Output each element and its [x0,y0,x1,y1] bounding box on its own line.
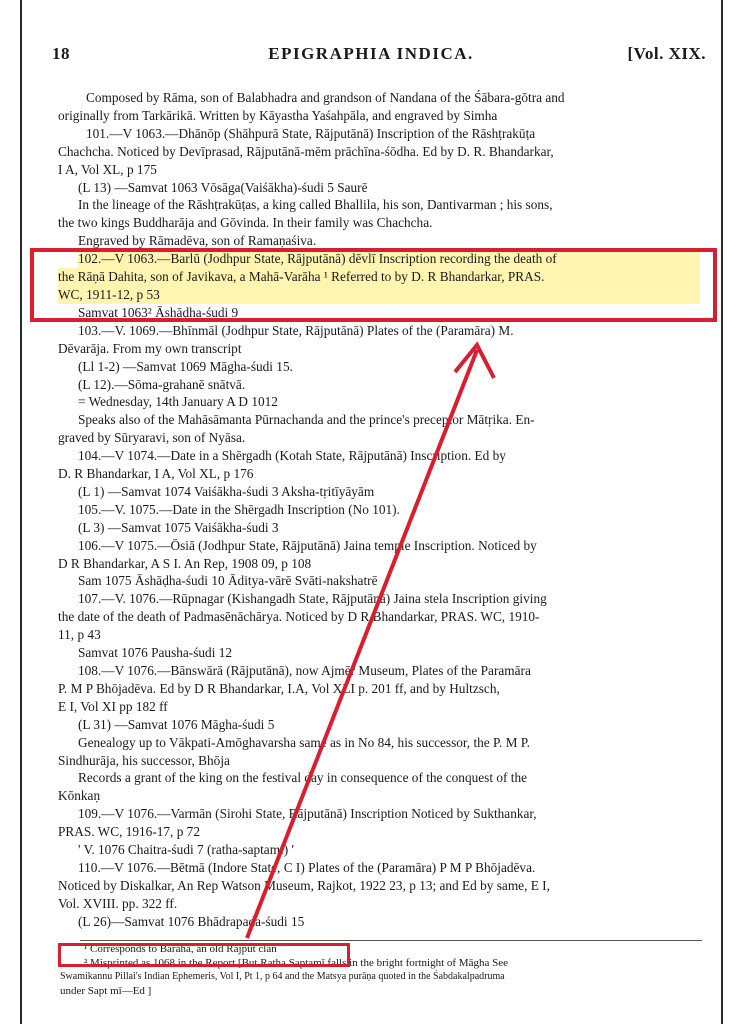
text-line: Composed by Rāma, son of Balabhadra and grandson of Nandana of the Śābara-gōtra and [86,90,565,105]
text-line: Sam 1075 Āshāḍha-śudi 10 Āditya-vārē Svāti-nakshatrē [78,573,378,589]
text-line: Samvat 1063² Āshāḍha-śudi 9 [78,304,239,320]
text-line: Speaks also of the Mahāsāmanta Pūrnachanda and the prince's preceptor Mātṛika. En- [78,412,535,428]
text-line: 107.—V. 1076.—Rūpnagar (Kishangadh State, Rājputānā) Jaina stela Inscription giving [78,591,547,607]
text-line: 11, p 43 [58,627,101,643]
text-line: 105.—V. 1075.—Date in the Shērgadh Inscription (No 101). [78,501,400,517]
text-line: 108.—V 1076.—Bānswārā (Rājputānā), now Ajmēr Museum, Plates of the Paramāra [78,663,531,678]
text-line: I A, Vol XL, p 175 [58,161,157,177]
text-line: Sindhurāja, his successor, Bhōja [58,752,230,768]
text-line: 110.—V 1076.—Bētmā (Indore State, C I) Plates of the (Paramāra) P M P Bhōjadēva. [78,859,536,875]
text-line: 106.—V 1075.—Ōsiā (Jodhpur State, Rājputānā) Jaina temple Inscription. Noticed by [78,537,537,553]
text-line: 102.—V 1063.—Barlū (Jodhpur State, Rājputānā) dēvlī Inscription recording the death of [78,250,700,268]
text-line: graved by Sūryaravi, son of Nyāsa. [58,430,246,446]
text-line: Vol. XVIII. pp. 322 ff. [58,895,178,911]
text-line: ' V. 1076 Chaitra-śudi 7 (ratha-saptami) ' [78,842,294,858]
text-line: (L 26)—Samvat 1076 Bhādrapada-śudi 15 [78,913,305,929]
text-line: 109.—V 1076.—Varmān (Sirohi State, Rājputānā) Inscription Noticed by Sukthankar, [78,806,537,822]
arrow-shaft [247,350,477,938]
text-line: Chachcha. Noticed by Devīprasad, Rājputānā-mēm prāchīna-śōdha. Ed by D. R. Bhandarkar, [58,143,554,159]
running-title: EPIGRAPHIA INDICA. [268,44,474,63]
text-line: the date of the death of Padmasēnāchārya. Noticed by D R Bhandarkar, PRAS. WC, 1910- [58,609,540,625]
text-line: Noticed by Diskalkar, An Rep Watson Museum, Rajkot, 1922 23, p 13; and Ed by same, E I, [58,877,550,893]
text-line: the two kings Buddharāja and Gōvinda. In their family was Chachcha. [58,215,433,231]
text-line: Samvat 1076 Pausha-śudi 12 [78,645,233,661]
footnote-line: ² Misprinted as 1068 in the Report [But Ratha Saptamī falls in the bright fortnight of Māgha See [84,957,508,969]
text-line: = Wednesday, 14th January A D 1012 [78,394,278,410]
text-line: D. R Bhandarkar, I A, Vol XL, p 176 [58,466,254,482]
footnote-line: under Sapt mī—Ed ] [60,985,152,997]
text-line: Kōnkaṇ [58,788,101,804]
text-line: (L 1) —Samvat 1074 Vaiśākha-śudi 3 Aksha-tṛitīyāyām [78,483,375,499]
text-line: Genealogy up to Vākpati-Amōghavarsha same as in No 84, his successor, the P. M P. [78,734,530,750]
text-line: originally from Tarkārikā. Written by Kāyastha Yaśahpāla, and engraved by Simha [58,107,498,123]
text-line: (L 3) —Samvat 1075 Vaiśākha-śudi 3 [78,519,279,535]
text-line: Engraved by Rāmadēva, son of Ramaṇaśiva. [78,233,317,249]
page-number: 18 [52,44,70,63]
text-line: 104.—V 1074.—Date in a Shērgadh (Kotah State, Rājputānā) Inscription. Ed by [78,448,506,464]
volume-label: [Vol. XIX. [627,44,706,63]
text-line: D R Bhandarkar, A S I. An Rep, 1908 09, p 108 [58,555,312,571]
text-line: the Rāṇā Dahita, son of Javikava, a Mahā-Varāha ¹ Referred to by D. R Bhandarkar, PRAS. [58,268,700,286]
text-line: Records a grant of the king on the festival day in consequence of the conquest of the [78,770,527,786]
text-line: P. M P Bhōjadēva. Ed by D R Bhandarkar, I.A, Vol XLI p. 201 ff, and by Hultzsch, [58,680,500,696]
text-line: 101.—V 1063.—Dhānōp (Shāhpurā State, Rājputānā) Inscription of the Rāshṭrakūṭa [86,125,536,141]
text-line: 103.—V. 1069.—Bhīnmāl (Jodhpur State, Rājputānā) Plates of the (Paramāra) M. [78,322,514,338]
text-line: WC, 1911-12, p 53 [58,286,700,304]
text-line: PRAS. WC, 1916-17, p 72 [58,824,200,840]
footnote-line: ¹ Corresponds to Barāhā, an old Rajpūt clan [84,943,277,955]
text-line: Dēvarāja. From my own transcript [58,340,242,356]
text-line: (L 13) —Samvat 1063 Vōsāga(Vaiśākha)-śudi 5 Saurē [78,179,368,195]
text-line: In the lineage of the Rāshṭrakūṭas, a king called Bhallila, his son, Dantivarman ; his sons, [78,197,553,213]
text-line: (L 31) —Samvat 1076 Māgha-śudi 5 [78,716,275,732]
text-line: (L 12).—Sōma-grahanē snātvā. [78,376,246,392]
footnote-line: Swamikannu Pillai's Indian Ephemeris, Vol I, Pt 1, p 64 and the Matsya purāṇa quoted in the Śabdakalpadruma [60,971,505,982]
text-line: (Ll 1-2) —Samvat 1069 Māgha-śudi 15. [78,358,293,374]
text-line: E I, Vol XI pp 182 ff [58,698,168,714]
